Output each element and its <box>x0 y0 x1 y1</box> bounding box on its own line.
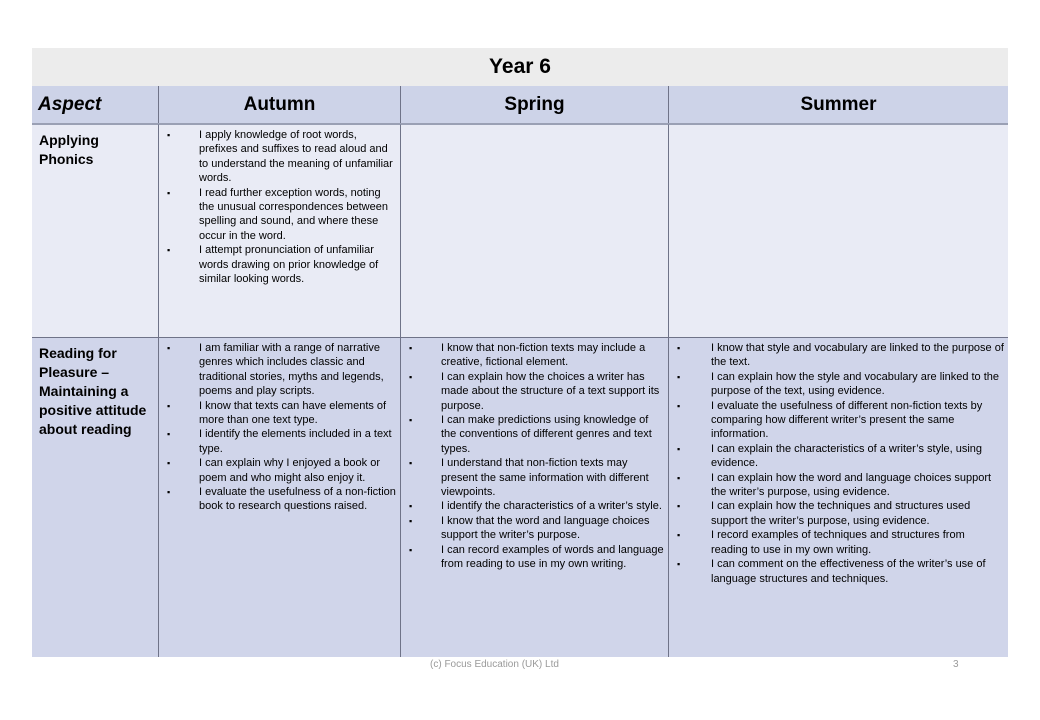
objective-item: ▪ I can explain the characteristics of a writer’s style, using evidence. <box>669 442 1008 471</box>
objective-item: ▪ I know that texts can have elements of more than one text type. <box>159 399 400 428</box>
objectives-list <box>669 338 1008 586</box>
header-row <box>32 86 1008 124</box>
objective-item: ▪ I can explain how the techniques and structures used support the writer’s purpose, using evidence. <box>669 499 1008 528</box>
table-row <box>32 337 1008 657</box>
objectives-list <box>401 338 668 572</box>
objectives-list <box>669 125 1008 128</box>
autumn-cell <box>158 337 400 657</box>
objective-item: ▪ I identify the elements included in a text type. <box>159 427 400 456</box>
objective-item: ▪ I can record examples of words and language from reading to use in my own writing. <box>401 543 668 572</box>
page-number: 3 <box>953 659 959 670</box>
objective-item: ▪ I read further exception words, noting the unusual correspondences between spelling and sound, and where these occur in the word. <box>159 186 400 244</box>
objective-item: ▪ I can explain why I enjoyed a book or poem and who might also enjoy it. <box>159 456 400 485</box>
copyright-text: (c) Focus Education (UK) Ltd <box>430 659 559 670</box>
objective-item: ▪ I know that non-fiction texts may include a creative, fictional element. <box>401 341 668 370</box>
objective-item: ▪ I apply knowledge of root words, prefixes and suffixes to read aloud and to understand the meaning of unfamiliar words. <box>159 128 400 186</box>
header-aspect: Aspect <box>38 93 102 115</box>
header-summer: Summer <box>668 86 1008 123</box>
header-autumn: Autumn <box>158 86 400 123</box>
summer-cell <box>668 337 1008 657</box>
objective-item: ▪ I evaluate the usefulness of a non-fiction book to research questions raised. <box>159 485 400 514</box>
aspect-label: Applying Phonics <box>39 132 99 167</box>
objective-item: ▪ I record examples of techniques and structures from reading to use in my own writing. <box>669 528 1008 557</box>
objective-item: ▪ I evaluate the usefulness of different non-fiction texts by comparing how different writer’s present the same information. <box>669 399 1008 442</box>
spring-cell <box>400 337 668 657</box>
aspect-cell <box>32 124 158 337</box>
objective-item: ▪ I understand that non-fiction texts may present the same information with different viewpoints. <box>401 456 668 499</box>
table-row <box>32 124 1008 337</box>
header-spring: Spring <box>400 86 668 123</box>
table-title: Year 6 <box>32 48 1008 86</box>
aspect-label: Reading for Pleasure – Maintaining a positive attitude about reading <box>39 345 147 437</box>
curriculum-table <box>32 48 1008 657</box>
summer-cell <box>668 124 1008 337</box>
objective-item: ▪ I know that style and vocabulary are linked to the purpose of the text. <box>669 341 1008 370</box>
objective-item: ▪ I can explain how the style and vocabulary are linked to the purpose of the text, using evidence. <box>669 370 1008 399</box>
objective-item: ▪ I can explain how the choices a writer has made about the structure of a text support its purpose. <box>401 370 668 413</box>
spring-cell <box>400 124 668 337</box>
objective-item: ▪ I attempt pronunciation of unfamiliar words drawing on prior knowledge of similar looking words. <box>159 243 400 286</box>
aspect-cell <box>32 337 158 657</box>
objective-item: ▪ I know that the word and language choices support the writer’s purpose. <box>401 514 668 543</box>
objectives-list <box>159 125 400 286</box>
autumn-cell <box>158 124 400 337</box>
objectives-list <box>159 338 400 514</box>
objective-item: ▪ I can make predictions using knowledge of the conventions of different genres and text types. <box>401 413 668 456</box>
objective-item: ▪ I can comment on the effectiveness of the writer’s use of language structures and techniques. <box>669 557 1008 586</box>
objective-item: ▪ I can explain how the word and language choices support the writer’s purpose, using evidence. <box>669 471 1008 500</box>
objectives-list <box>401 125 668 128</box>
objective-item: ▪ I identify the characteristics of a writer’s style. <box>401 499 668 513</box>
objective-item: ▪ I am familiar with a range of narrative genres which includes classic and traditional stories, myths and legends, poems and play scripts. <box>159 341 400 399</box>
